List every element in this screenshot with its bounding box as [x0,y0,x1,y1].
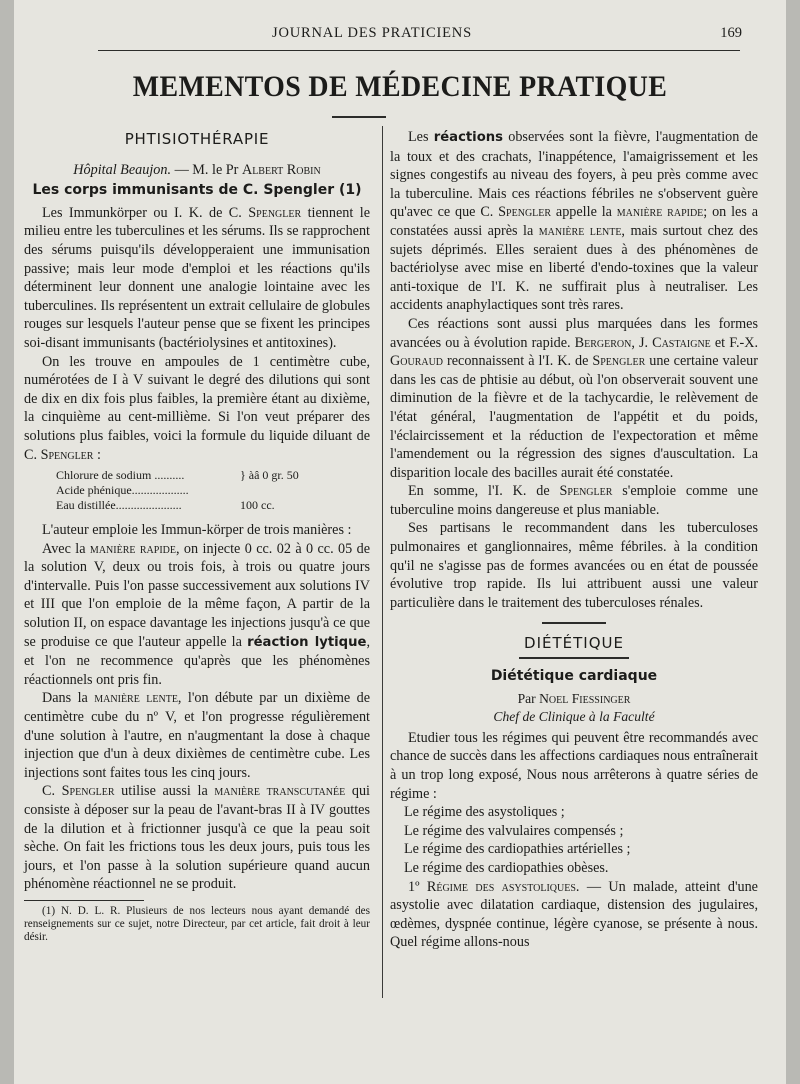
formula-row: Eau distillée...................... 100 cc. [56,498,275,513]
list-item: Le régime des cardiopathies obèses. [404,859,609,876]
formula-row: Acide phénique................... [56,483,189,498]
title-rule [332,116,386,118]
section-separator [542,622,606,624]
paragraph: Les réactions observées sont la fièvre, l'augmentation de la toux et des crachats, l'inappétence, l'amaigrissement et les signes congestifs au niveau des foyers, à peu près comme avec la tuberculine. Mais ces réactions fébriles ne s'observent guère qu'avec ce que C. Spengler appelle la manière rapide; on les a constatées aussi après la manière lente, mais surtout chez des sujets déprimés. Elles seraient dues à des phénomènes de bactériolyse avec mise en liberté d'endo-toxines que la valeur anti-toxique de l'I. K. ne suffirait plus à neutraliser. Les accidents anaphylactiques sont très rares. [390,129,758,314]
article-title-spengler: Les corps immunisants de C. Spengler (1) [32,182,362,199]
footnote-rule [24,900,144,901]
article-source [24,161,370,180]
paragraph: Ces réactions sont aussi plus marquées dans les formes avancées ou à évolution rapide. Bergeron, J. Castaigne et F.-X. Gouraud reconnaissent à l'I. K. de Spengler une certaine valeur dans les cas de phtisie au début, où l'on observerait souvent une diminution de la fièvre et de la tachycardie, le relèvement de l'état général, l'augmentation de l'appétit et du poids, l'éclaircissement et la réduction de l'expectoration et même l'amendement ou la régression des signes d'auscultation. La disparition locale des bacilles aurait été constatée. [390,315,759,481]
paragraph: Avec la manière rapide, on injecte 0 cc. 02 à 0 cc. 05 de la solution V, deux ou trois fois, à trois ou quatre jours d'intervalle. Puis l'on passe successivement aux solutions IV et III que l'on emploie de la même façon, A partir de la solution II, on espace davantage les injections jusqu'à ce que se produise ce que l'auteur appelle la réaction lytique, et l'on ne recommence qu'après que les phénomènes réactionnels ont pris fin. [24,540,371,688]
paragraph: En somme, l'I. K. de Spengler s'emploie comme une tuberculine moins dangereuse et plus maniable. [390,483,758,518]
author-role: Chef de Clinique à la Faculté [493,709,655,725]
journal-page [14,0,786,1084]
formula-table [56,468,370,513]
rubric-dietetique: DIÉTÉTIQUE [524,634,624,653]
footnote: (1) N. D. L. R. Plusieurs de nos lecteurs nous ayant demandé des renseignements sur ce sujet, notre Directeur, par cet article, fait droit à leur désir. [24,904,370,943]
author-line: Par Noel Fiessinger [517,690,631,706]
paragraph: Dans la manière lente, l'on débute par un dixième de centimètre cube du nº V, et l'on progresse régulièrement d'une solution à l'autre, en n'augmentant la dose à chaque injection que d'un à deux dixièmes de centimètre cube. Les injections sont faites tous les cinq jours. [24,690,370,781]
header-rule [98,50,740,51]
column-divider [382,126,383,998]
right-column [390,128,758,952]
source-sep: — M. le Pr [171,161,242,178]
source-author: Albert Robin [241,161,321,178]
list-item: Le régime des valvulaires compensés ; [404,822,624,839]
source-place: Hôpital Beaujon. [73,161,172,178]
list-item: Le régime des cardiopathies artérielles ; [404,841,631,858]
paragraph: L'auteur emploie les Immun-körper de trois manières : [42,522,352,539]
paragraph: Etudier tous les régimes qui peuvent être recommandés avec chance de succès dans les affections cardiaques nous entraînerait à un trop long exposé, Nous nous arrêterons à quatre séries de régime : [390,729,758,802]
rubric-phtisiotherapie: PHTISIOTHÉRAPIE [124,130,270,148]
journal-title: JOURNAL DES PRATICIENS [272,25,472,41]
running-head [14,22,786,44]
article-title-dietetique: Diététique cardiaque [490,668,658,685]
left-column [24,128,370,944]
formula-row: Chlorure de sodium .......... } àâ 0 gr. 50 [56,468,299,483]
paragraph: Les Immunkörper ou I. K. de C. Spengler tiennent le milieu entre les tuberculines et les sérums. Ils se rapprochent des sérums puisqu'ils développeraient une immunisation passive; mais leur mode d'emploi et les réactions qu'ils déterminent leur donnent une analogie lointaine avec les tuberculines. Ils représentent un extrait cellulaire de globules rouges sur lesquels l'auteur pense que se fixent les principes soi-disant immunisants (bactériolysines et antitoxines). [24,204,370,351]
section-title: MEMENTOS DE MÉDECINE PRATIQUE [132,70,668,103]
paragraph: On les trouve en ampoules de 1 centimètre cube, numérotées de I à V suivant le degré des dilutions qui sont de dix en dix fois plus faibles, la première étant au dixième, la cinquième au cent-millième. Si l'on veut préparer des solutions plus faibles, voici la formule du liquide diluant de C. Spengler : [24,353,370,463]
paragraph: Ses partisans le recommandent dans les tuberculoses pulmonaires et ganglionnaires, même fébriles. à la condition qu'il ne s'agisse pas de formes avancées ou en état de poussée évolutive trop rapide. Ils lui attribuent aussi une valeur particulière dans le traitement des tuberculoses rénales. [390,520,758,611]
paragraph: C. Spengler utilise aussi la manière transcutanée qui consiste à déposer sur la peau de l'avant-bras II à IV gouttes de la dilution et à frictionner jusqu'à ce que la peau soit sèche. On fait les frictions tous les deux jours, puis tous les jours, et l'on passe à la solution supérieure quand aucun phénomène réactionnel ne se produit. [24,783,370,893]
page-number: 169 [720,25,742,41]
rubric-underline [519,657,629,659]
paragraph: 1º Régime des asystoliques. — Un malade, atteint d'une asystolie avec dilatation cardiaque, distension des jugulaires, œdèmes, dyspnée continue, légère cyanose, se présente à nous. Quel régime allons-nous [390,878,758,951]
list-item: Le régime des asystoliques ; [404,804,565,821]
